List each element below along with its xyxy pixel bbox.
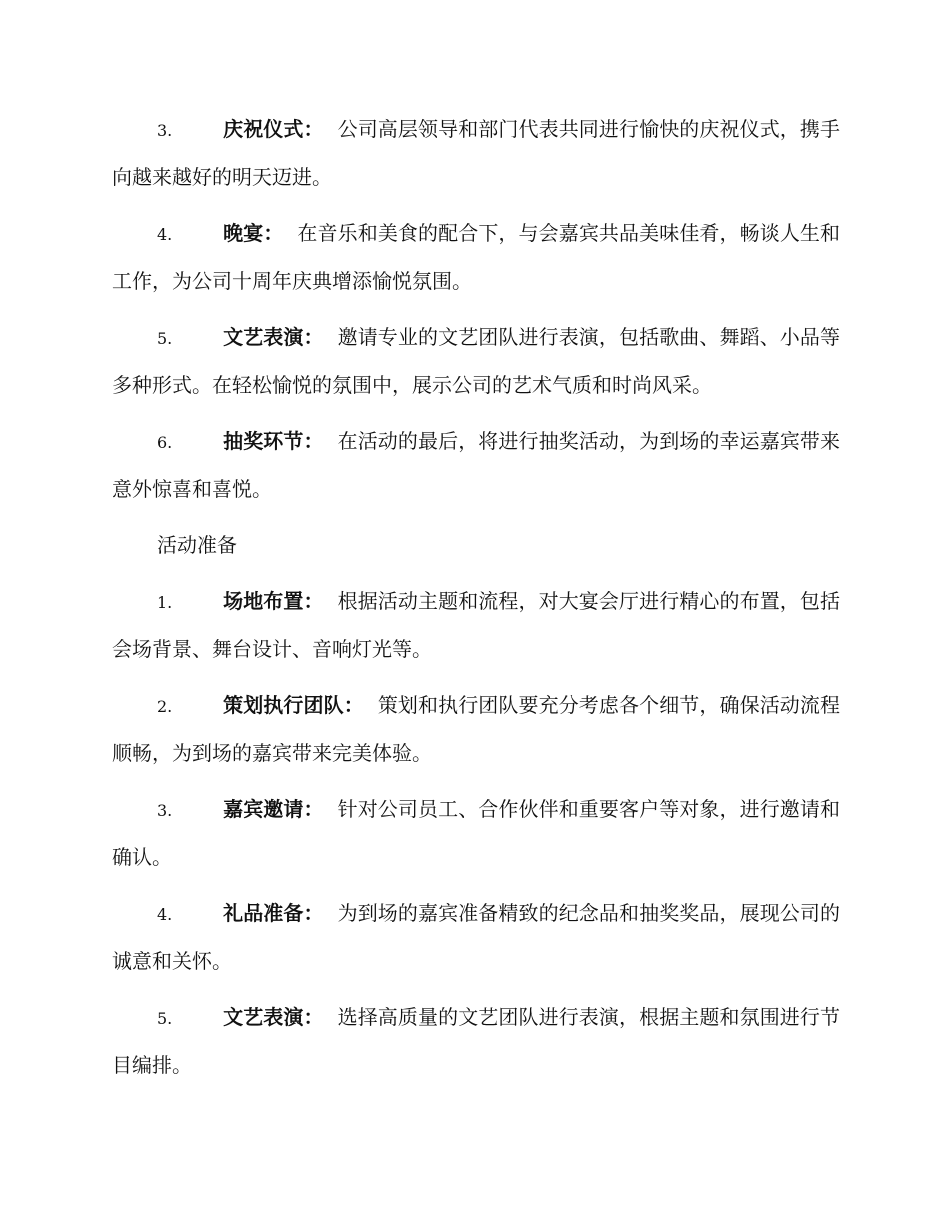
item-term: 礼品准备 <box>223 901 304 925</box>
item-text: 策划和执行团队要充分考虑各个细节，确保活动流程顺畅，为到场的嘉宾带来完美体验。 <box>112 693 841 765</box>
item-term: 抽奖环节 <box>223 429 304 453</box>
list-item <box>112 418 840 512</box>
list-item <box>112 578 840 672</box>
preparation-list <box>112 578 840 1088</box>
list-number: 3. <box>157 121 173 140</box>
list-number: 2. <box>157 697 173 716</box>
item-term: 场地布置 <box>223 589 304 613</box>
list-item <box>112 994 840 1088</box>
document-page <box>112 106 840 1098</box>
list-item <box>112 314 840 408</box>
item-text: 为到场的嘉宾准备精致的纪念品和抽奖奖品，展现公司的诚意和关怀。 <box>112 901 841 973</box>
item-text: 选择高质量的文艺团队进行表演，根据主题和氛围进行节目编排。 <box>112 1005 841 1077</box>
list-number: 4. <box>157 905 173 924</box>
item-colon: ： <box>303 901 324 925</box>
list-number: 6. <box>157 433 173 452</box>
item-colon: ： <box>343 693 364 717</box>
list-item <box>112 106 840 200</box>
list-number: 3. <box>157 801 173 820</box>
list-item <box>112 786 840 880</box>
item-colon: ： <box>303 325 324 349</box>
item-text: 在音乐和美食的配合下，与会嘉宾共品美味佳肴，畅谈人生和工作，为公司十周年庆典增添愉悦氛围。 <box>112 221 841 293</box>
list-number: 4. <box>157 225 173 244</box>
list-item <box>112 210 840 304</box>
item-colon: ： <box>303 117 324 141</box>
list-number: 1. <box>157 593 173 612</box>
list-number: 5. <box>157 329 173 348</box>
item-term: 庆祝仪式 <box>223 117 304 141</box>
item-colon: ： <box>263 221 284 245</box>
item-text: 在活动的最后，将进行抽奖活动，为到场的幸运嘉宾带来意外惊喜和喜悦。 <box>112 429 841 501</box>
item-term: 晚宴 <box>223 221 264 245</box>
item-colon: ： <box>303 1005 324 1029</box>
item-colon: ： <box>303 429 324 453</box>
item-text: 公司高层领导和部门代表共同进行愉快的庆祝仪式，携手向越来越好的明天迈进。 <box>112 117 841 189</box>
program-list <box>112 106 840 512</box>
item-term: 文艺表演 <box>223 325 304 349</box>
item-text: 邀请专业的文艺团队进行表演，包括歌曲、舞蹈、小品等多种形式。在轻松愉悦的氛围中，展示公司的艺术气质和时尚风采。 <box>112 325 841 397</box>
item-colon: ： <box>303 797 324 821</box>
section-heading: 活动准备 <box>157 533 237 557</box>
item-text: 根据活动主题和流程，对大宴会厅进行精心的布置，包括会场背景、舞台设计、音响灯光等。 <box>112 589 841 661</box>
list-item <box>112 682 840 776</box>
list-number: 5. <box>157 1009 173 1028</box>
item-term: 策划执行团队 <box>223 693 344 717</box>
item-colon: ： <box>303 589 324 613</box>
item-term: 文艺表演 <box>223 1005 304 1029</box>
item-text: 针对公司员工、合作伙伴和重要客户等对象，进行邀请和确认。 <box>112 797 841 869</box>
list-item <box>112 890 840 984</box>
item-term: 嘉宾邀请 <box>223 797 304 821</box>
